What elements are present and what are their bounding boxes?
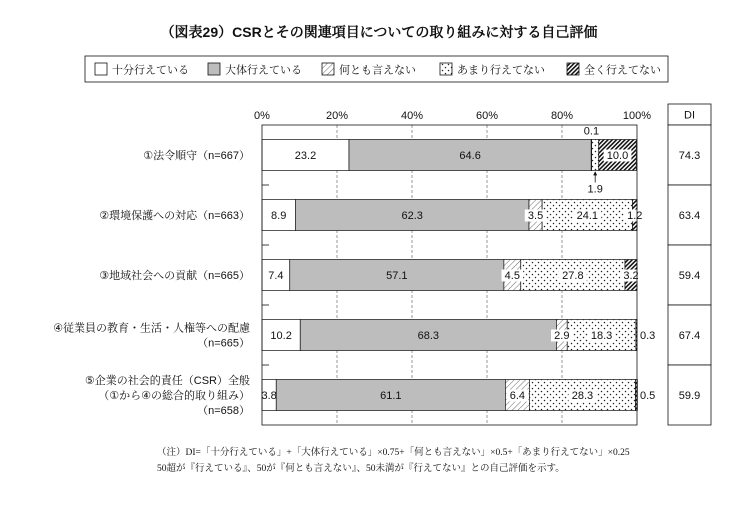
di-value: 59.9 — [678, 390, 701, 402]
footnote-line: 50超が『行えている』、50が『何とも言えない』、50未満が『行えてない』との自己評価を示す。 — [157, 464, 565, 474]
footnote-line: （注）DI=「十分行えている」+「大体行えている」×0.75+「何とも言えない」×0.5+「あまり行えてない」×0.25 — [157, 448, 630, 458]
legend-label: 全く行えてない — [584, 64, 661, 77]
category-label-line: ④従業員の教育・生活・人権等への配慮 — [53, 322, 250, 335]
data-label: 0.3 — [640, 330, 656, 342]
legend-label: 何とも言えない — [339, 64, 416, 77]
di-table — [668, 104, 711, 425]
legend-swatch — [322, 63, 334, 75]
data-label: 27.8 — [562, 270, 584, 282]
x-tick-label: 0% — [254, 110, 270, 122]
bar-segment — [592, 140, 599, 171]
category-label-line: （①から④の総合的取り組み） — [98, 390, 250, 402]
di-value: 67.4 — [678, 330, 701, 342]
data-label: 68.3 — [417, 330, 440, 342]
data-label: 1.9 — [587, 183, 603, 196]
x-tick-label: 60% — [475, 110, 499, 122]
data-label: 10.2 — [270, 330, 292, 342]
legend-swatch — [567, 63, 579, 75]
category-label-line: （n=665） — [197, 337, 250, 350]
category-label-line: （n=658） — [197, 405, 250, 417]
x-tick-label: 80% — [550, 110, 574, 122]
data-label: 18.3 — [590, 330, 613, 342]
di-value: 74.3 — [678, 150, 701, 162]
data-label: 24.1 — [576, 210, 599, 222]
di-value: 63.4 — [678, 210, 701, 222]
stacked-bar — [262, 320, 637, 351]
data-label: 8.9 — [271, 210, 287, 222]
x-tick-label: 40% — [400, 110, 424, 122]
data-label: 10.0 — [606, 150, 629, 162]
data-label: 64.6 — [459, 150, 481, 162]
data-label: 2.9 — [554, 330, 570, 342]
legend-swatch — [208, 63, 220, 75]
legend-label: 大体行えている — [225, 64, 302, 77]
data-label: 1.2 — [627, 210, 643, 222]
data-label: 0.1 — [583, 125, 600, 138]
legend-label: 十分行えている — [112, 64, 189, 77]
data-label: 57.1 — [386, 270, 408, 282]
data-label: 28.3 — [571, 390, 594, 402]
data-label: 3.2 — [623, 270, 639, 282]
x-tick-label: 20% — [325, 110, 349, 122]
legend-label: あまり行えてない — [457, 64, 545, 77]
stacked-bar — [262, 140, 636, 171]
category-label-line: ②環境保護への対応（n=663） — [99, 210, 250, 222]
category-label-line: ③地域社会への貢献（n=665） — [99, 270, 250, 282]
category-label — [143, 148, 250, 162]
data-label: 0.5 — [640, 390, 656, 402]
category-label-line: ⑤企業の社会的責任（CSR）全般 — [84, 375, 250, 387]
data-label: 23.2 — [294, 150, 317, 162]
data-label: 61.1 — [380, 390, 402, 402]
di-header: DI — [684, 109, 695, 122]
data-label: 3.5 — [527, 210, 544, 222]
data-label: 3.8 — [261, 390, 277, 402]
data-label: 7.4 — [268, 270, 284, 282]
data-label: 6.4 — [509, 390, 526, 402]
data-label: 62.3 — [401, 210, 423, 222]
category-label-line: ①法令順守（n=667） — [143, 150, 250, 162]
di-value: 59.4 — [678, 270, 701, 282]
category-label — [99, 208, 250, 222]
chart-title: （図表29）CSRとその関連項目についての取り組みに対する自己評価 — [160, 24, 598, 40]
data-label: 4.5 — [504, 270, 520, 282]
category-label — [99, 268, 250, 282]
x-tick-label: 100% — [622, 110, 652, 122]
legend-swatch — [95, 63, 107, 75]
legend-swatch — [440, 63, 452, 75]
